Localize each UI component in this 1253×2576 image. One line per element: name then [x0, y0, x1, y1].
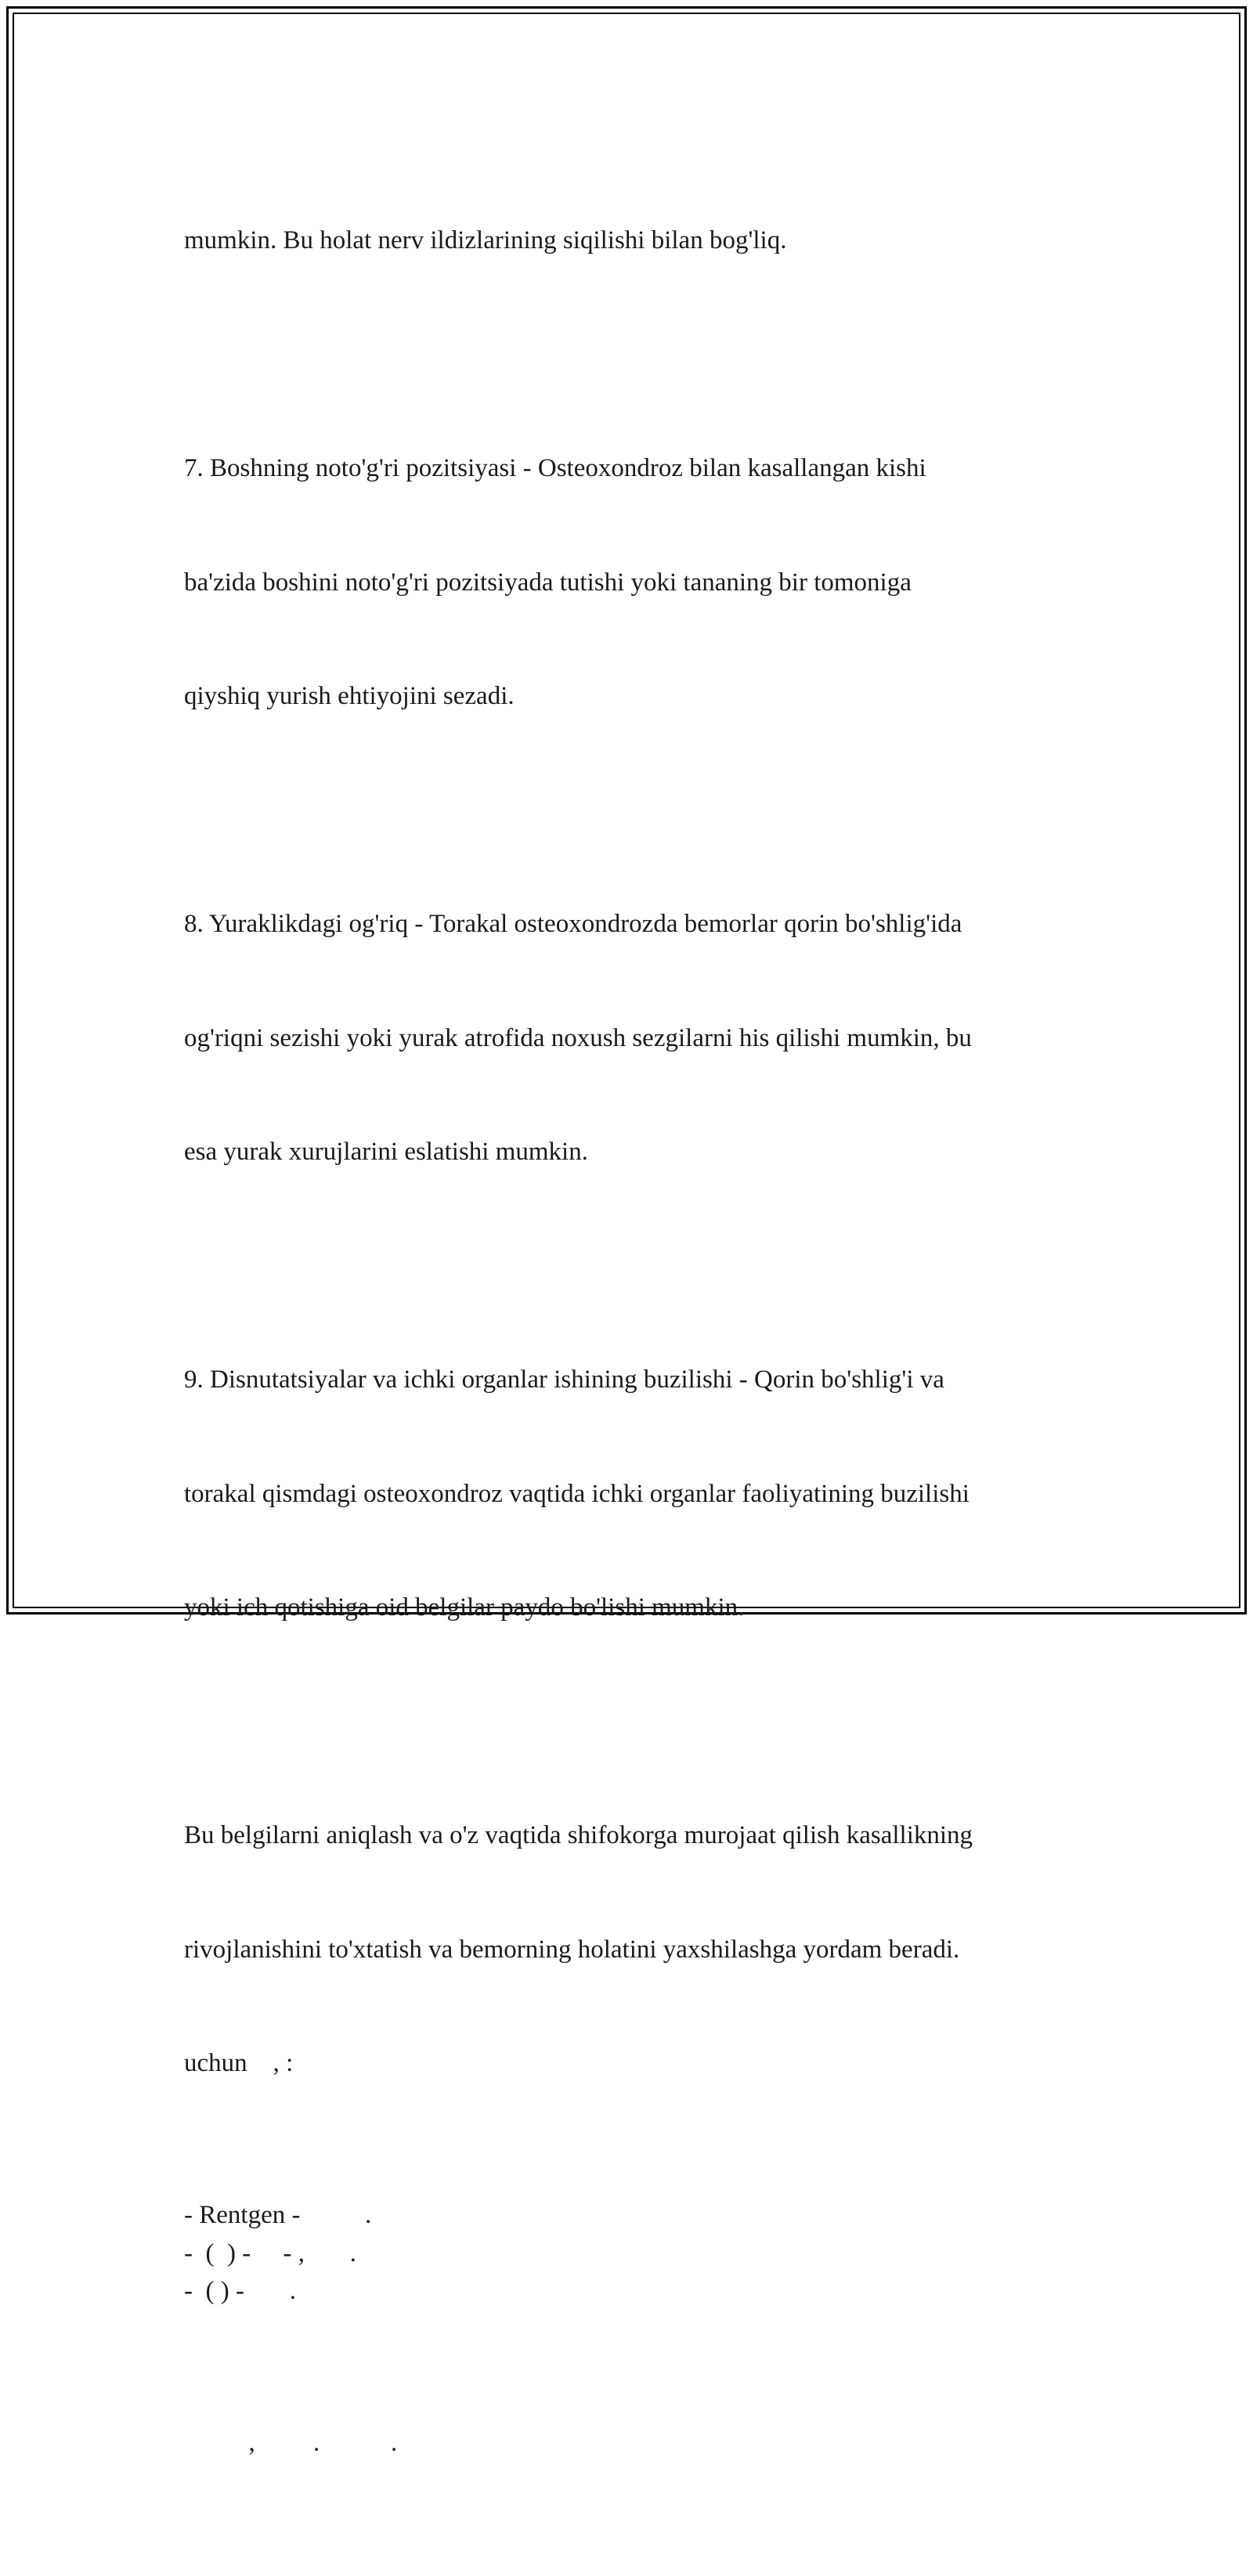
text-line: rivojlanishini to'xtatish va bemorning holatini yaxshilashga yordam beradi.	[184, 1935, 960, 1964]
paragraph-continuation	[184, 146, 1077, 336]
diagnostic-list	[184, 2196, 1077, 2311]
list-item: - ( ) - .	[184, 2277, 296, 2305]
final-line	[184, 2348, 1077, 2538]
list-item: - Rentgen - .	[184, 2201, 372, 2229]
text-line: torakal qismdagi osteoxondroz vaqtida ichki organlar faoliyatining buzilishi	[184, 1479, 970, 1508]
text-line: 9. Disnutatsiyalar va ichki organlar ishining buzilishi - Qorin bo'shlig'i va	[184, 1366, 944, 1394]
text-line: mumkin. Bu holat nerv ildizlarining siqilishi bilan bog'liq.	[184, 226, 787, 254]
text-line: 8. Yuraklikdagi og'riq - Torakal osteoxondrozda bemorlar qorin bo'shlig'ida	[184, 910, 962, 938]
paragraph-item-8	[184, 829, 1077, 1247]
text-line: Bu belgilarni aniqlash va o'z vaqtida shifokorga murojaat qilish kasallikning	[184, 1821, 973, 1849]
document-body	[184, 146, 1077, 2576]
text-line: og'riqni sezishi yoki yurak atrofida noxush sezgilarni his qilishi mumkin, bu	[184, 1023, 972, 1052]
text-line: esa yurak xurujlarini eslatishi mumkin.	[184, 1138, 588, 1166]
text-line: , . .	[184, 2429, 398, 2457]
paragraph-summary	[184, 1741, 1077, 2159]
paragraph-item-7	[184, 373, 1077, 792]
text-line: qiyshiq yurish ehtiyojini sezadi.	[184, 682, 515, 710]
text-line: ba'zida boshini noto'g'ri pozitsiyada tutishi yoki tananing bir tomoniga	[184, 568, 912, 597]
text-line: yoki ich qotishiga oid belgilar paydo bo'lishi mumkin.	[184, 1593, 745, 1622]
text-line: 7. Boshning noto'g'ri pozitsiyasi - Osteoxondroz bilan kasallangan kishi	[184, 454, 926, 482]
list-item: - ( ) - - , .	[184, 2239, 356, 2268]
paragraph-item-9	[184, 1285, 1077, 1703]
text-line: uchun , :	[184, 2049, 294, 2077]
